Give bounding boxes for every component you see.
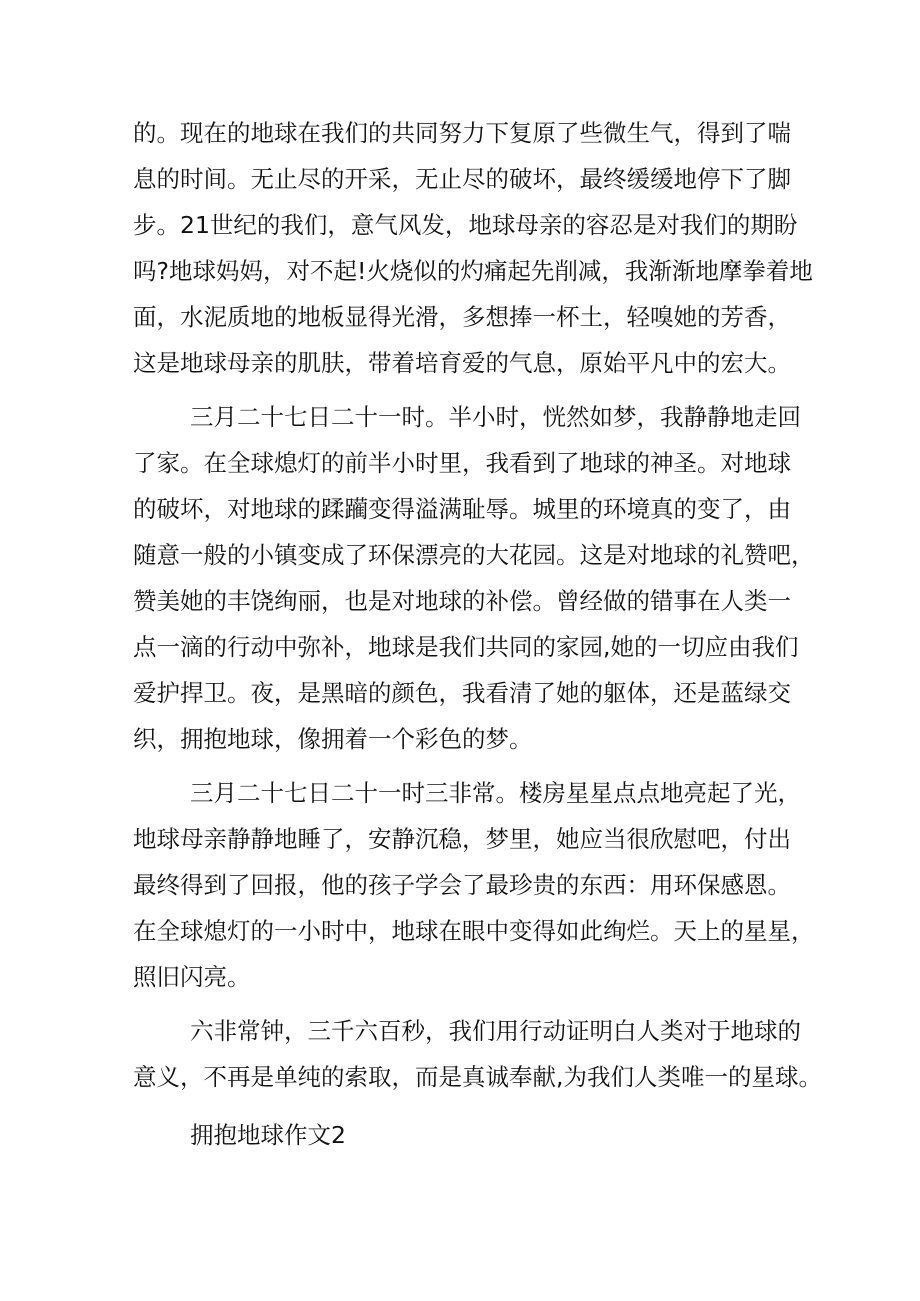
text-line: 点一滴的行动中弥补，地球是我们共同的家园,她的一切应由我们 [133,633,799,661]
text-line: 最终得到了回报，他的孩子学会了最珍贵的东西：用环保感恩。 [133,871,791,899]
text-line: 织，拥抱地球，像拥着一个彩色的梦。 [133,725,533,753]
text-line: 息的时间。无止尽的开采，无止尽的破坏，最终缓缓地停下了脚 [133,165,791,193]
paragraph-first-line: 三月二十七日二十一时。半小时，恍然如梦，我静静地走回 [190,403,801,431]
text-line: 照旧闪亮。 [133,963,251,991]
section-heading: 拥抱地球作文2 [190,1121,346,1149]
text-line: 面，水泥质地的地板显得光滑，多想捧一杯土，轻嗅她的芳香， [133,303,791,331]
text-line: 地球母亲静静地睡了，安静沉稳，梦里，她应当很欣慰吧，付出 [133,825,791,853]
text-line: 步。21世纪的我们，意气风发，地球母亲的容忍是对我们的期盼 [133,211,798,239]
paragraph-first-line: 六非常钟，三千六百秒，我们用行动证明白人类对于地球的 [190,1017,801,1045]
text-line: 吗?地球妈妈，对不起!火烧似的灼痛起先削减，我渐渐地摩拳着地 [133,257,813,285]
text-line: 这是地球母亲的肌肤，带着培育爱的气息，原始平凡中的宏大。 [133,349,791,377]
text-line: 爱护捍卫。夜，是黑暗的颜色，我看清了她的躯体，还是蓝绿交 [133,679,791,707]
text-line: 随意一般的小镇变成了环保漂亮的大花园。这是对地球的礼赞吧， [133,541,815,569]
text-line: 了家。在全球熄灯的前半小时里，我看到了地球的神圣。对地球 [133,449,791,477]
text-line: 的破坏，对地球的蹂躏变得溢满耻辱。城里的环境真的变了，由 [133,495,791,523]
text-line: 赞美她的丰饶绚丽，也是对地球的补偿。曾经做的错事在人类一 [133,587,791,615]
text-line: 的。现在的地球在我们的共同努力下复原了些微生气，得到了喘 [133,119,791,147]
paragraph-first-line: 三月二十七日二十一时三非常。楼房星星点点地亮起了光， [190,779,801,807]
text-line: 意义，不再是单纯的索取，而是真诚奉献,为我们人类唯一的星球。 [133,1063,822,1091]
document-body [133,110,822,1158]
text-line: 在全球熄灯的一小时中，地球在眼中变得如此绚烂。天上的星星， [133,917,815,945]
